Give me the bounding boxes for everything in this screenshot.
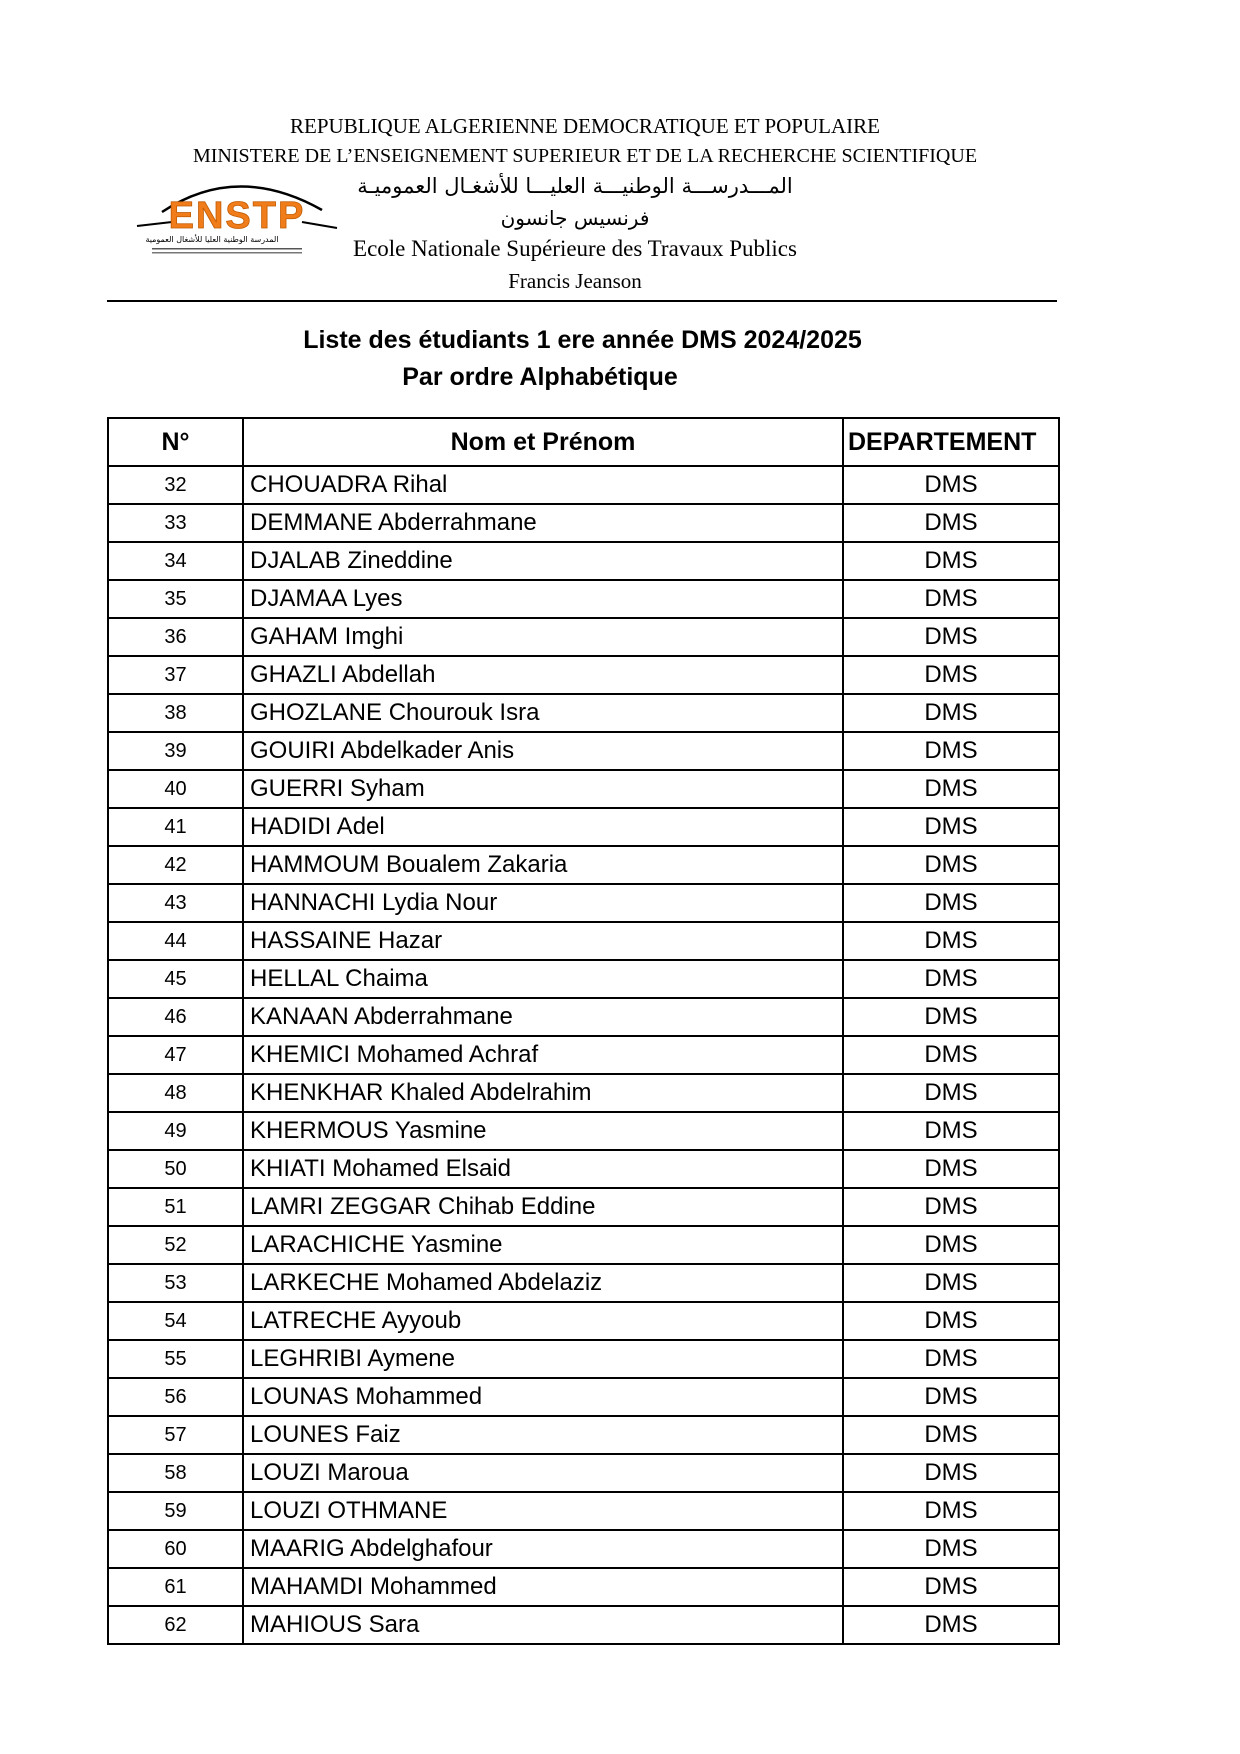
row-number: 33: [108, 504, 243, 542]
row-number: 57: [108, 1416, 243, 1454]
department-cell: DMS: [843, 1606, 1059, 1644]
department-cell: DMS: [843, 1264, 1059, 1302]
table-row: [108, 1074, 1059, 1112]
department-cell: DMS: [843, 732, 1059, 770]
student-name: DJALAB Zineddine: [243, 542, 843, 580]
department-cell: DMS: [843, 466, 1059, 504]
department-cell: DMS: [843, 960, 1059, 998]
student-name: LATRECHE Ayyoub: [243, 1302, 843, 1340]
row-number: 43: [108, 884, 243, 922]
table-row: [108, 846, 1059, 884]
table-row: [108, 618, 1059, 656]
department-cell: DMS: [843, 808, 1059, 846]
row-number: 37: [108, 656, 243, 694]
header-school-name: Ecole Nationale Supérieure des Travaux Publics: [353, 236, 797, 261]
table-row: [108, 922, 1059, 960]
row-number: 53: [108, 1264, 243, 1302]
enstp-logo: [132, 172, 342, 262]
row-number: 35: [108, 580, 243, 618]
table-row: [108, 694, 1059, 732]
table-row: [108, 580, 1059, 618]
table-row: [108, 732, 1059, 770]
table-row: [108, 1188, 1059, 1226]
enstp-logo-icon: [132, 172, 342, 262]
table-row: [108, 1302, 1059, 1340]
student-name: MAHIOUS Sara: [243, 1606, 843, 1644]
student-name: DEMMANE Abderrahmane: [243, 504, 843, 542]
table-row: [108, 998, 1059, 1036]
table-row: [108, 1112, 1059, 1150]
table-row: [108, 884, 1059, 922]
table-row: [108, 542, 1059, 580]
department-cell: DMS: [843, 770, 1059, 808]
row-number: 58: [108, 1454, 243, 1492]
table-row: [108, 960, 1059, 998]
student-name: GAHAM Imghi: [243, 618, 843, 656]
row-number: 52: [108, 1226, 243, 1264]
row-number: 46: [108, 998, 243, 1036]
student-name: GOUIRI Abdelkader Anis: [243, 732, 843, 770]
department-cell: DMS: [843, 656, 1059, 694]
student-name: LOUNAS Mohammed: [243, 1378, 843, 1416]
row-number: 36: [108, 618, 243, 656]
row-number: 42: [108, 846, 243, 884]
student-name: KHENKHAR Khaled Abdelrahim: [243, 1074, 843, 1112]
department-cell: DMS: [843, 1530, 1059, 1568]
header-francis-arabic: فرنسيس جانسون: [500, 206, 650, 230]
student-name: LARKECHE Mohamed Abdelaziz: [243, 1264, 843, 1302]
department-cell: DMS: [843, 1302, 1059, 1340]
list-title: Liste des étudiants 1 ere année DMS 2024/2025: [303, 326, 862, 354]
table-row: [108, 1568, 1059, 1606]
table-row: [108, 466, 1059, 504]
student-name: HANNACHI Lydia Nour: [243, 884, 843, 922]
table-row: [108, 1606, 1059, 1644]
row-number: 51: [108, 1188, 243, 1226]
row-number: 48: [108, 1074, 243, 1112]
column-header-number: N°: [108, 418, 243, 466]
department-cell: DMS: [843, 1150, 1059, 1188]
row-number: 34: [108, 542, 243, 580]
table-row: [108, 504, 1059, 542]
department-cell: DMS: [843, 846, 1059, 884]
students-table: [107, 417, 1060, 1645]
department-cell: DMS: [843, 1416, 1059, 1454]
department-cell: DMS: [843, 1226, 1059, 1264]
column-header-department: DEPARTEMENT: [843, 418, 1059, 466]
row-number: 39: [108, 732, 243, 770]
table-row: [108, 656, 1059, 694]
header-ministry: MINISTERE DE L’ENSEIGNEMENT SUPERIEUR ET DE LA RECHERCHE SCIENTIFIQUE: [192, 145, 978, 167]
row-number: 44: [108, 922, 243, 960]
table-row: [108, 1036, 1059, 1074]
student-name: CHOUADRA Rihal: [243, 466, 843, 504]
department-cell: DMS: [843, 998, 1059, 1036]
student-name: HASSAINE Hazar: [243, 922, 843, 960]
header-republic: REPUBLIQUE ALGERIENNE DEMOCRATIQUE ET POPULAIRE: [290, 114, 880, 138]
header-school-arabic: المـــدرســـة الوطنيـــة العليـــا للأشغـال العموميـة: [357, 174, 793, 198]
table-row: [108, 1150, 1059, 1188]
department-cell: DMS: [843, 542, 1059, 580]
row-number: 49: [108, 1112, 243, 1150]
student-name: DJAMAA Lyes: [243, 580, 843, 618]
department-cell: DMS: [843, 1188, 1059, 1226]
table-row: [108, 1416, 1059, 1454]
department-cell: DMS: [843, 1454, 1059, 1492]
student-name: LARACHICHE Yasmine: [243, 1226, 843, 1264]
department-cell: DMS: [843, 694, 1059, 732]
row-number: 62: [108, 1606, 243, 1644]
student-name: KHEMICI Mohamed Achraf: [243, 1036, 843, 1074]
department-cell: DMS: [843, 1340, 1059, 1378]
department-cell: DMS: [843, 922, 1059, 960]
department-cell: DMS: [843, 884, 1059, 922]
table-row: [108, 1492, 1059, 1530]
table-row: [108, 1264, 1059, 1302]
row-number: 55: [108, 1340, 243, 1378]
row-number: 60: [108, 1530, 243, 1568]
department-cell: DMS: [843, 1568, 1059, 1606]
department-cell: DMS: [843, 504, 1059, 542]
department-cell: DMS: [843, 1112, 1059, 1150]
table-row: [108, 1378, 1059, 1416]
student-name: LOUZI Maroua: [243, 1454, 843, 1492]
student-name: GHOZLANE Chourouk Isra: [243, 694, 843, 732]
student-name: LOUNES Faiz: [243, 1416, 843, 1454]
student-name: GUERRI Syham: [243, 770, 843, 808]
header-divider: [107, 300, 1057, 302]
row-number: 32: [108, 466, 243, 504]
table-row: [108, 1454, 1059, 1492]
row-number: 59: [108, 1492, 243, 1530]
table-row: [108, 1340, 1059, 1378]
department-cell: DMS: [843, 618, 1059, 656]
row-number: 50: [108, 1150, 243, 1188]
student-name: KHERMOUS Yasmine: [243, 1112, 843, 1150]
department-cell: DMS: [843, 1036, 1059, 1074]
table-row: [108, 1226, 1059, 1264]
student-name: HELLAL Chaima: [243, 960, 843, 998]
table-row: [108, 770, 1059, 808]
row-number: 40: [108, 770, 243, 808]
logo-wordmark: ENSTP: [168, 195, 306, 237]
column-header-name: Nom et Prénom: [243, 418, 843, 466]
row-number: 56: [108, 1378, 243, 1416]
row-number: 45: [108, 960, 243, 998]
student-name: HAMMOUM Boualem Zakaria: [243, 846, 843, 884]
table-row: [108, 808, 1059, 846]
header-francis-jeanson: Francis Jeanson: [508, 269, 642, 293]
row-number: 54: [108, 1302, 243, 1340]
table-header-row: [108, 418, 1059, 466]
student-name: LAMRI ZEGGAR Chihab Eddine: [243, 1188, 843, 1226]
student-name: GHAZLI Abdellah: [243, 656, 843, 694]
row-number: 61: [108, 1568, 243, 1606]
department-cell: DMS: [843, 1492, 1059, 1530]
row-number: 41: [108, 808, 243, 846]
list-subtitle: Par ordre Alphabétique: [402, 363, 678, 391]
student-name: LOUZI OTHMANE: [243, 1492, 843, 1530]
row-number: 38: [108, 694, 243, 732]
student-name: LEGHRIBI Aymene: [243, 1340, 843, 1378]
table-row: [108, 1530, 1059, 1568]
student-name: MAHAMDI Mohammed: [243, 1568, 843, 1606]
department-cell: DMS: [843, 580, 1059, 618]
student-name: MAARIG Abdelghafour: [243, 1530, 843, 1568]
row-number: 47: [108, 1036, 243, 1074]
student-name: KANAAN Abderrahmane: [243, 998, 843, 1036]
student-name: KHIATI Mohamed Elsaid: [243, 1150, 843, 1188]
logo-arabic-subtext: المدرسة الوطنية العليا للأشغال العمومية: [145, 235, 279, 244]
student-name: HADIDI Adel: [243, 808, 843, 846]
department-cell: DMS: [843, 1074, 1059, 1112]
department-cell: DMS: [843, 1378, 1059, 1416]
